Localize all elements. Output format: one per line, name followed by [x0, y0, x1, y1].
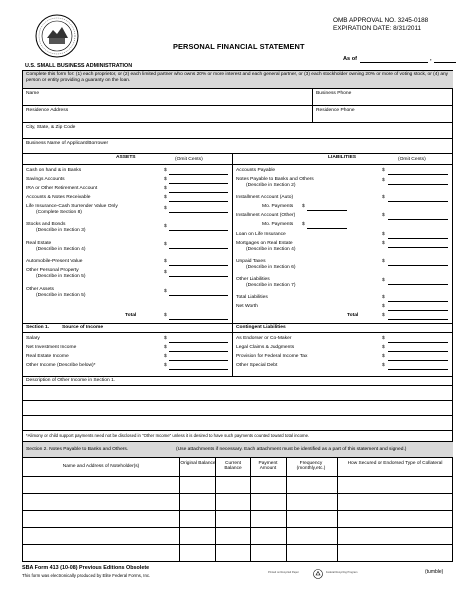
currency-symbol: $ [382, 336, 385, 341]
contingent-label: Provision for Federal Income Tax [236, 354, 308, 359]
description-line[interactable] [22, 430, 453, 431]
currency-symbol: $ [382, 295, 385, 300]
form-number [22, 566, 149, 572]
asset-label: Automobile-Present Value [26, 259, 83, 264]
currency-symbol: $ [164, 354, 167, 359]
divider [22, 164, 453, 165]
business-name-label: Business Name of Applicant/Borrower [26, 141, 109, 146]
recycling-program-note: Federal Recycling Program [326, 571, 358, 574]
currency-symbol: $ [382, 232, 385, 237]
asset-amount-field[interactable] [169, 230, 228, 231]
asset-label: Accounts & Notes Receivable [26, 195, 91, 200]
liabilities-total-label: Total [347, 313, 359, 318]
asset-amount-field[interactable] [169, 201, 228, 202]
divider [22, 138, 453, 139]
contingent-liabilities-title: Contingent Liabilities [236, 325, 286, 330]
liabilities-total-field[interactable] [388, 319, 448, 320]
currency-symbol: $ [382, 213, 385, 218]
liability-label: Installment Account (Other) [236, 213, 296, 218]
currency-symbol: $ [164, 259, 167, 264]
currency-symbol: $ [382, 178, 385, 183]
divider [22, 457, 453, 458]
divider [22, 122, 453, 123]
expiration-date: EXPIRATION DATE: 8/31/2011 [333, 25, 422, 32]
contingent-amount-field[interactable] [388, 342, 448, 343]
currency-symbol: $ [382, 363, 385, 368]
currency-symbol: $ [382, 345, 385, 350]
recycled-paper-note: Printed on Recycled Paper [268, 571, 299, 574]
liability-amount-field[interactable] [388, 310, 448, 311]
liability-label: Unpaid Taxes [236, 259, 266, 264]
currency-symbol: $ [164, 363, 167, 368]
table-row[interactable] [22, 493, 453, 494]
asset-amount-field[interactable] [169, 212, 228, 213]
asset-label: Life Insurance-Cash Surrender Value Only [26, 204, 118, 209]
table-row[interactable] [22, 510, 453, 511]
asset-amount-field[interactable] [169, 248, 228, 249]
liability-label: Other Liabilities [236, 277, 270, 282]
column-header-frequency: Frequency (monthly,etc.) [296, 461, 326, 472]
contingent-label: As Endorser or Co-Maker [236, 336, 292, 341]
section2-note: (Use attachments if necessary. Each attachment must be identified as a part of this statement and signed.) [176, 447, 407, 452]
divider [22, 323, 453, 324]
asset-amount-field[interactable] [169, 276, 228, 277]
table-row[interactable] [22, 544, 453, 545]
omb-approval [333, 17, 428, 33]
currency-symbol: $ [382, 304, 385, 309]
income-label: Other Income (Describe below)* [26, 363, 96, 368]
liability-amount-field[interactable] [388, 247, 448, 248]
column-header-noteholder: Name and Address of Noteholder(s) [62, 464, 140, 469]
asset-sublabel: (Complete Section 8) [36, 210, 82, 215]
liability-label: Mortgages on Real Estate [236, 241, 293, 246]
currency-symbol: $ [164, 345, 167, 350]
as-of-label: As of [343, 56, 357, 62]
recycle-icon [313, 569, 323, 579]
currency-symbol: $ [164, 206, 167, 211]
section2-title: Section 2. Notes Payable to Banks and Others. [26, 447, 129, 452]
monthly-payment-field[interactable] [307, 228, 347, 229]
divider [22, 376, 453, 377]
agency-name: U.S. SMALL BUSINESS ADMINISTRATION [25, 63, 133, 69]
currency-symbol: $ [382, 278, 385, 283]
liability-label: Total Liabilities [236, 295, 268, 300]
currency-symbol: $ [164, 168, 167, 173]
currency-symbol: $ [302, 204, 305, 209]
asset-sublabel: (Describe in Section 4) [36, 247, 86, 252]
liability-sublabel: (Describe in Section 7) [246, 283, 296, 288]
currency-symbol: $ [164, 289, 167, 294]
asset-sublabel: (Describe in Section 3) [36, 228, 86, 233]
section1-label: Section 1. [26, 325, 50, 330]
description-line[interactable] [22, 400, 453, 401]
divider [22, 88, 453, 89]
column-header-payment-amount: Payment Amount [258, 461, 278, 472]
income-amount-field[interactable] [169, 351, 228, 352]
liability-sublabel: Mo. Payments [262, 222, 294, 227]
currency-symbol: $ [382, 354, 385, 359]
currency-symbol: $ [164, 336, 167, 341]
asset-amount-field[interactable] [169, 174, 228, 175]
column-header-collateral: How Secured or Endorsed Type of Collateral [347, 461, 443, 466]
liabilities-header: LIABILITIES [328, 155, 356, 160]
divider [22, 105, 453, 106]
liability-label: Installment Account (Auto) [236, 195, 294, 200]
liability-label: Accounts Payable [236, 168, 276, 173]
divider [22, 385, 453, 386]
producer-note: This form was electronically produced by Elite Federal Forms, Inc. [22, 573, 151, 578]
description-line[interactable] [22, 415, 453, 416]
asset-label: Other Assets [26, 287, 54, 292]
divider [22, 332, 453, 333]
currency-symbol: $ [164, 186, 167, 191]
income-label: Salary [26, 336, 40, 341]
sba-seal-logo [35, 14, 79, 58]
asset-sublabel: (Describe in Section 5) [36, 293, 86, 298]
section1-title: Source of Income [62, 325, 104, 330]
asset-label: Real Estate [26, 241, 52, 246]
city-state-zip-label: City, State, & Zip Code [26, 125, 76, 130]
liability-amount-field[interactable] [388, 219, 448, 220]
contingent-amount-field[interactable] [388, 360, 448, 361]
assets-omit-cents: (Omit Cents) [175, 157, 203, 162]
asset-amount-field[interactable] [169, 295, 228, 296]
income-amount-field[interactable] [169, 342, 228, 343]
business-phone-label: Business Phone [316, 91, 352, 96]
liability-sublabel: (Describe in Section 6) [246, 265, 296, 270]
currency-symbol: $ [164, 195, 167, 200]
assets-total-field[interactable] [169, 319, 228, 320]
currency-symbol: $ [164, 270, 167, 275]
income-label: Real Estate Income [26, 354, 69, 359]
income-amount-field[interactable] [169, 360, 228, 361]
currency-symbol: $ [382, 259, 385, 264]
contingent-amount-field[interactable] [388, 369, 448, 370]
asset-sublabel: (Describe in Section 5) [36, 274, 86, 279]
liability-amount-field[interactable] [388, 184, 448, 185]
form-number-text: SBA Form 413 (10-08) Previous Editions Obsolete [22, 565, 150, 571]
as-of-date-field[interactable] [360, 62, 428, 63]
instructions-text: Complete this form for: (1) each proprietor, or (2) each limited partner who owns 20% or more interest and each general partner, or (3) each stockholder owning 20% or more of voting stock, or (4) any person or entity providing a guaranty on the loan. [26, 72, 449, 83]
residence-address-label: Residence Address [26, 108, 69, 113]
divider [22, 153, 453, 154]
currency-symbol: $ [164, 242, 167, 247]
other-income-description-label: Description of Other Income in Section 1. [26, 378, 116, 383]
liability-amount-field[interactable] [388, 265, 448, 266]
liability-label: Notes Payable to Banks and Others [236, 177, 314, 182]
liabilities-omit-cents: (Omit Cents) [398, 157, 426, 162]
contingent-label: Legal Claims & Judgments [236, 345, 295, 350]
asset-label: Stocks and Bonds [26, 222, 66, 227]
currency-symbol: $ [164, 313, 167, 318]
as-of-comma: , [430, 56, 432, 62]
asset-amount-field[interactable] [169, 265, 228, 266]
assets-header: ASSETS [116, 155, 136, 160]
liability-amount-field[interactable] [388, 174, 448, 175]
center-divider [232, 153, 233, 376]
as-of-year-field[interactable] [434, 62, 456, 63]
column-header-original-balance: Original Balance [180, 461, 216, 466]
currency-symbol: $ [382, 195, 385, 200]
column-header-current-balance: Current Balance [224, 461, 242, 472]
asset-label: Savings Accounts [26, 177, 65, 182]
liability-sublabel: Mo. Payments [262, 204, 294, 209]
asset-label: IRA or Other Retirement Account [26, 186, 98, 191]
omb-number: OMB APPROVAL NO. 3245-0188 [333, 17, 429, 24]
asset-amount-field[interactable] [169, 192, 228, 193]
currency-symbol: $ [382, 241, 385, 246]
tumble-note: (tumble) [425, 569, 444, 575]
residence-phone-label: Residence Phone [316, 108, 355, 113]
liability-amount-field[interactable] [388, 284, 448, 285]
form-title: PERSONAL FINANCIAL STATEMENT [173, 42, 305, 51]
liability-amount-field[interactable] [388, 201, 448, 202]
liability-amount-field[interactable] [388, 238, 448, 239]
asset-label: Cash on hand & in Banks [26, 168, 82, 173]
currency-symbol: $ [302, 222, 305, 227]
liability-sublabel: (Describe in Section 2) [246, 183, 296, 188]
alimony-note: *Alimony or child support payments need not be disclosed in "Other Income" unless it is desired to have such payments counted toward total income. [26, 433, 310, 438]
liability-amount-field[interactable] [388, 301, 448, 302]
income-amount-field[interactable] [169, 369, 228, 370]
liability-label: Net Worth [236, 304, 258, 309]
table-row[interactable] [22, 527, 453, 528]
asset-label: Other Personal Property [26, 268, 79, 273]
liability-sublabel: (Describe in Section 4) [246, 247, 296, 252]
currency-symbol: $ [164, 224, 167, 229]
currency-symbol: $ [382, 313, 385, 318]
contingent-label: Other Special Debt [236, 363, 278, 368]
liability-label: Loan on Life Insurance [236, 232, 286, 237]
monthly-payment-field[interactable] [307, 210, 347, 211]
income-label: Net Investment Income [26, 345, 77, 350]
currency-symbol: $ [164, 177, 167, 182]
assets-total-label: Total [125, 313, 137, 318]
currency-symbol: $ [382, 168, 385, 173]
contingent-amount-field[interactable] [388, 351, 448, 352]
name-label: Name [26, 91, 40, 96]
divider [22, 476, 453, 477]
asset-amount-field[interactable] [169, 183, 228, 184]
